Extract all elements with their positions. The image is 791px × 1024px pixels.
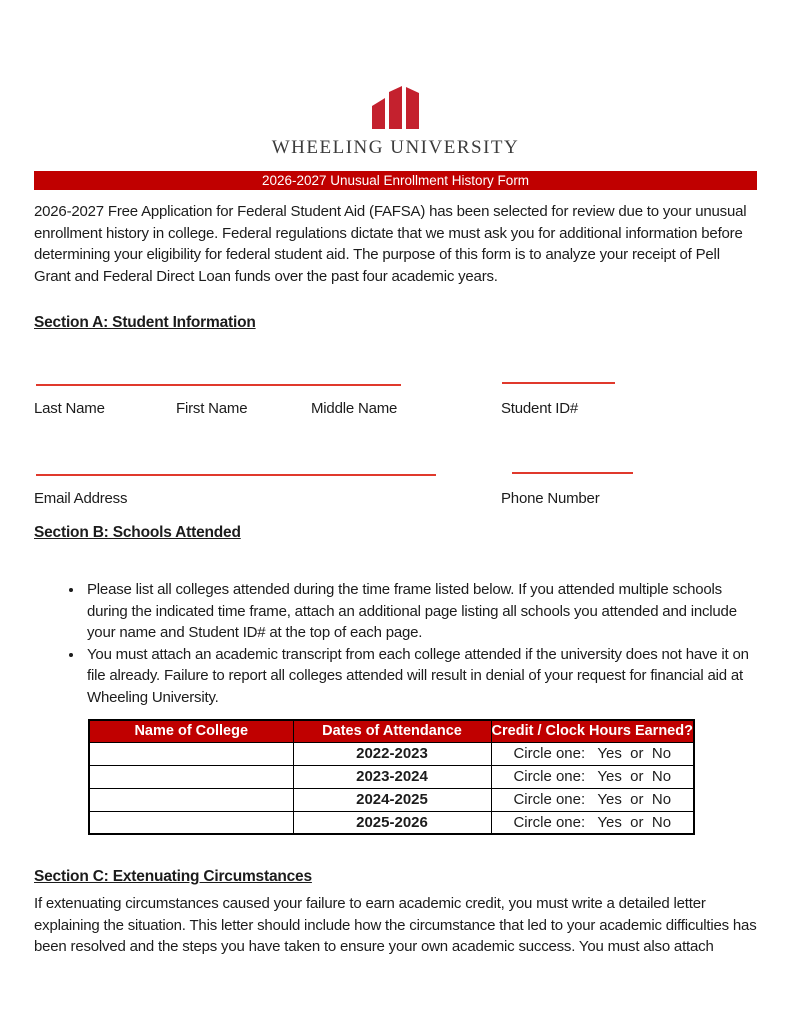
university-logo bbox=[34, 0, 757, 159]
circle-one-cell[interactable]: Circle one: Yes or No bbox=[491, 765, 694, 788]
college-name-header: Name of College bbox=[89, 720, 293, 742]
last-name-label: Last Name bbox=[34, 400, 105, 417]
university-wordmark: WHEELING UNIVERSITY bbox=[271, 137, 520, 158]
circle-one-cell[interactable]: Circle one: Yes or No bbox=[491, 788, 694, 811]
table-header-row bbox=[89, 720, 694, 742]
table-row bbox=[89, 788, 694, 811]
dates-cell: 2025-2026 bbox=[293, 811, 491, 834]
wheeling-university-logo-icon bbox=[367, 117, 425, 134]
dates-cell: 2022-2023 bbox=[293, 742, 491, 765]
email-address-line[interactable] bbox=[36, 474, 436, 476]
dates-cell: 2023-2024 bbox=[293, 765, 491, 788]
table-row bbox=[89, 811, 694, 834]
section-a-heading: Section A: Student Information bbox=[34, 314, 256, 331]
table-row bbox=[89, 765, 694, 788]
first-name-label: First Name bbox=[176, 400, 248, 417]
college-name-cell[interactable] bbox=[89, 811, 293, 834]
section-c-heading: Section C: Extenuating Circumstances bbox=[34, 868, 312, 885]
student-id-line[interactable] bbox=[502, 382, 615, 384]
college-name-cell[interactable] bbox=[89, 765, 293, 788]
section-c-paragraph: If extenuating circumstances caused your failure to earn academic credit, you must write a detailed letter explaining the situation. This letter should include how the circumstance that led to your academic difficulties has been resolved and the steps you have taken to ensure your own academic success. You must also attach bbox=[34, 895, 757, 955]
instruction-bullet: • You must attach an academic transcript from each college attended if the university does not have it on file already. Failure to report all colleges attended will result in denial of your request for financial aid at Wheeling University. bbox=[84, 644, 757, 709]
dates-cell: 2024-2025 bbox=[293, 788, 491, 811]
circle-one-cell[interactable]: Circle one: Yes or No bbox=[491, 811, 694, 834]
schools-attended-table bbox=[88, 719, 695, 835]
circle-one-cell[interactable]: Circle one: Yes or No bbox=[491, 742, 694, 765]
name-fields-line[interactable] bbox=[36, 384, 401, 386]
student-info-fields bbox=[34, 332, 757, 519]
email-address-label: Email Address bbox=[34, 490, 128, 507]
phone-number-line[interactable] bbox=[512, 472, 633, 474]
form-title-banner: 2026-2027 Unusual Enrollment History Form bbox=[34, 171, 757, 190]
dates-header: Dates of Attendance bbox=[293, 720, 491, 742]
intro-paragraph: 2026-2027 Free Application for Federal Student Aid (FAFSA) has been selected for review due to your unusual enrollment history in college. Federal regulations dictate that we must ask you for additional information before determining your eligibility for federal student aid. The purpose of this form is to analyze your receipt of Pell Grant and Federal Direct Loan funds over the past four academic years. bbox=[34, 203, 747, 285]
schools-attended-instructions bbox=[34, 579, 757, 708]
college-name-cell[interactable] bbox=[89, 788, 293, 811]
college-name-cell[interactable] bbox=[89, 742, 293, 765]
phone-number-label: Phone Number bbox=[501, 490, 600, 507]
table-row bbox=[89, 742, 694, 765]
instruction-bullet: • Please list all colleges attended during the time frame listed below. If you attended multiple schools during the indicated time frame, attach an additional page listing all schools you attended and include your name and Student ID# at the top of each page. bbox=[84, 579, 757, 644]
student-id-label: Student ID# bbox=[501, 400, 579, 417]
hours-header: Credit / Clock Hours Earned? bbox=[491, 720, 694, 742]
section-b-heading: Section B: Schools Attended bbox=[34, 524, 241, 541]
middle-name-label: Middle Name bbox=[311, 400, 398, 417]
